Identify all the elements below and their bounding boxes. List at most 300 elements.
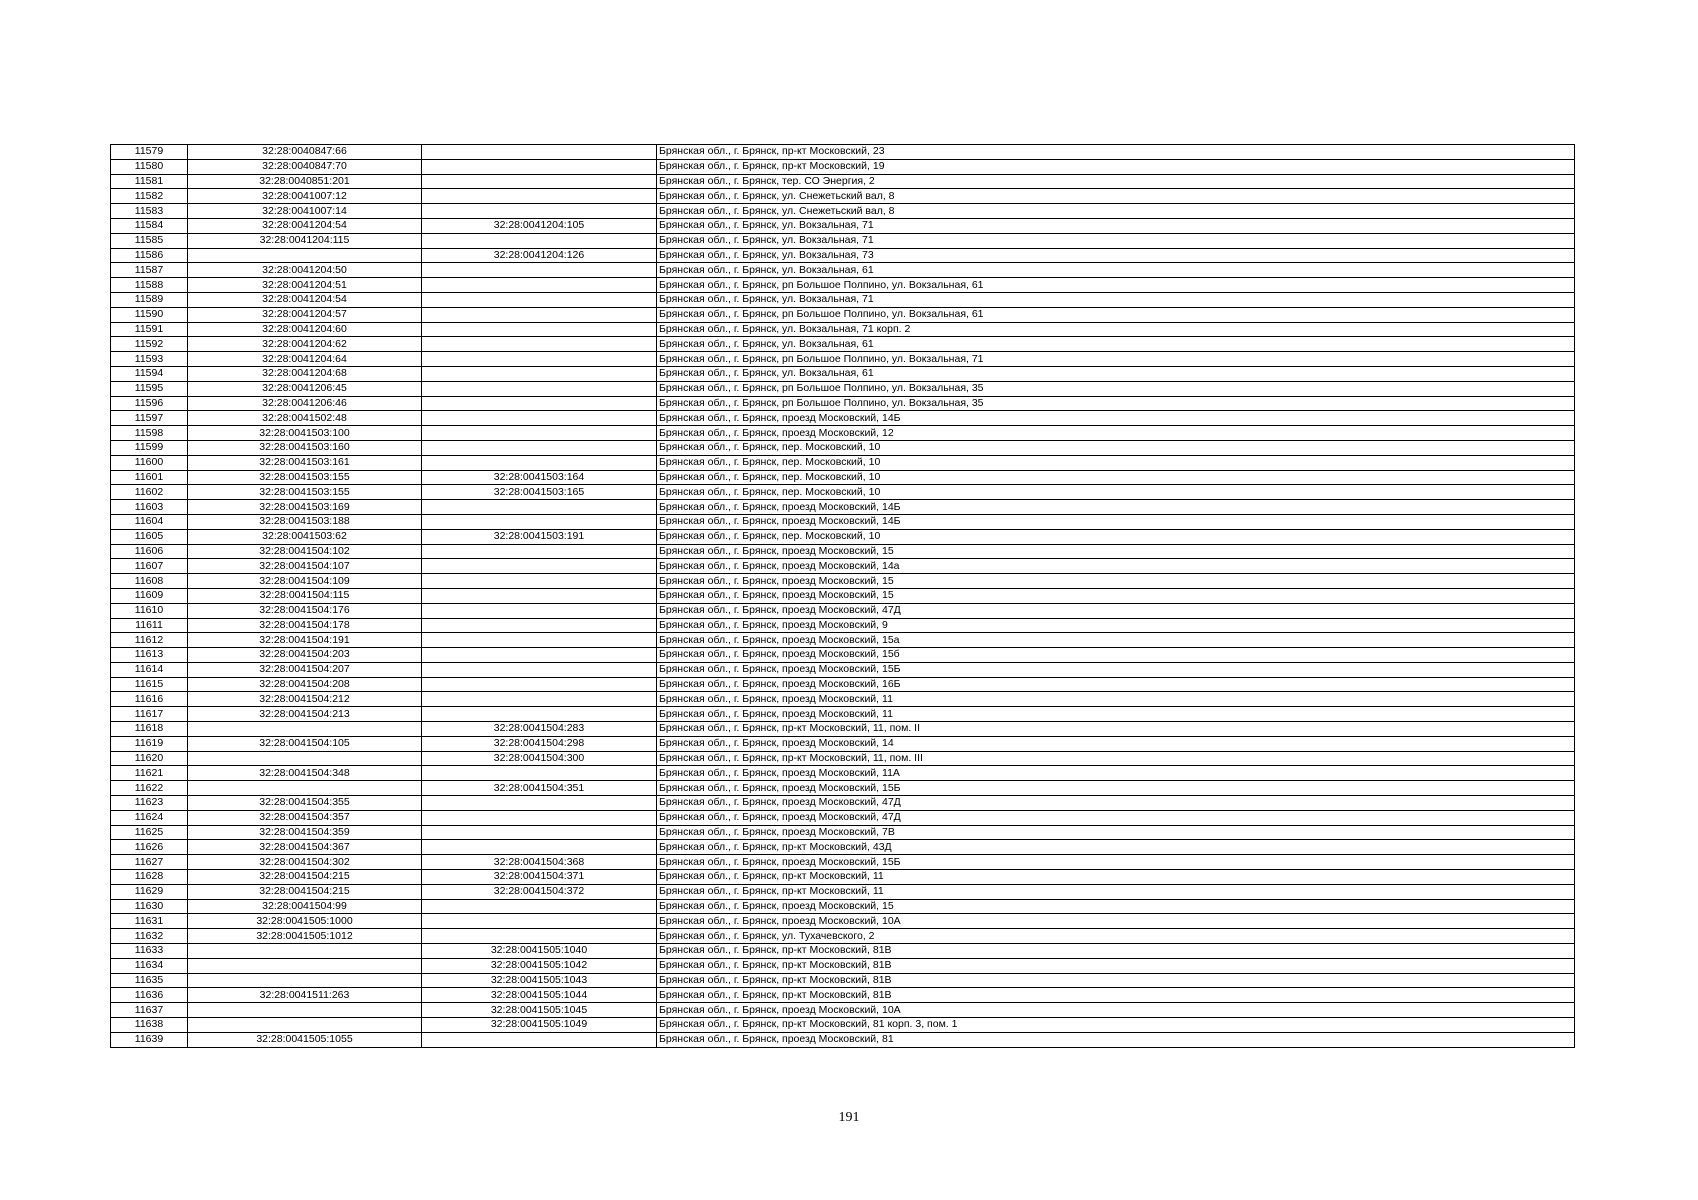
object-cadastral-number-cell [422,440,657,455]
object-cadastral-number-cell [422,263,657,278]
table-row [111,825,1575,840]
table-row [111,204,1575,219]
address-cell: Брянская обл., г. Брянск, пр-кт Московский, 23 [657,145,1575,160]
object-cadastral-number-cell [422,914,657,929]
row-number-cell: 11591 [111,322,188,337]
cadastral-number-cell: 32:28:0041504:212 [188,692,422,707]
address-cell: Брянская обл., г. Брянск, пер. Московский, 10 [657,529,1575,544]
object-cadastral-number-cell: 32:28:0041504:298 [422,736,657,751]
address-cell: Брянская обл., г. Брянск, рп Большое Полпино, ул. Вокзальная, 61 [657,307,1575,322]
table-row [111,366,1575,381]
cadastral-number-cell: 32:28:0041504:191 [188,633,422,648]
row-number-cell: 11637 [111,1003,188,1018]
row-number-cell: 11609 [111,588,188,603]
cadastral-number-cell: 32:28:0041503:155 [188,470,422,485]
cadastral-number-cell: 32:28:0041504:357 [188,810,422,825]
address-cell: Брянская обл., г. Брянск, проезд Московский, 9 [657,618,1575,633]
row-number-cell: 11633 [111,944,188,959]
cadastral-number-cell: 32:28:0040851:201 [188,174,422,189]
address-cell: Брянская обл., г. Брянск, ул. Вокзальная, 73 [657,248,1575,263]
address-cell: Брянская обл., г. Брянск, ул. Вокзальная, 71 [657,233,1575,248]
object-cadastral-number-cell [422,337,657,352]
address-cell: Брянская обл., г. Брянск, рп Большое Полпино, ул. Вокзальная, 35 [657,381,1575,396]
address-cell: Брянская обл., г. Брянск, пер. Московский, 10 [657,470,1575,485]
address-cell: Брянская обл., г. Брянск, рп Большое Полпино, ул. Вокзальная, 35 [657,396,1575,411]
address-cell: Брянская обл., г. Брянск, проезд Московский, 14 [657,736,1575,751]
object-cadastral-number-cell [422,426,657,441]
cadastral-number-cell: 32:28:0041504:203 [188,648,422,663]
row-number-cell: 11610 [111,603,188,618]
address-cell: Брянская обл., г. Брянск, рп Большое Полпино, ул. Вокзальная, 61 [657,278,1575,293]
table-row [111,766,1575,781]
object-cadastral-number-cell [422,796,657,811]
object-cadastral-number-cell [422,322,657,337]
object-cadastral-number-cell [422,1032,657,1047]
row-number-cell: 11619 [111,736,188,751]
cadastral-number-cell [188,1003,422,1018]
object-cadastral-number-cell [422,618,657,633]
row-number-cell: 11636 [111,988,188,1003]
address-cell: Брянская обл., г. Брянск, проезд Московский, 15 [657,544,1575,559]
table-row [111,574,1575,589]
address-cell: Брянская обл., г. Брянск, проезд Московский, 47Д [657,603,1575,618]
table-row [111,944,1575,959]
cadastral-number-cell: 32:28:0041504:178 [188,618,422,633]
cadastral-number-cell: 32:28:0041504:107 [188,559,422,574]
cadastral-number-cell [188,958,422,973]
object-cadastral-number-cell [422,145,657,160]
table-row [111,973,1575,988]
address-cell: Брянская обл., г. Брянск, пр-кт Московский, 11 [657,884,1575,899]
table-row [111,292,1575,307]
table-row [111,559,1575,574]
address-cell: Брянская обл., г. Брянск, пер. Московский, 10 [657,440,1575,455]
address-cell: Брянская обл., г. Брянск, тер. СО Энергия, 2 [657,174,1575,189]
address-cell: Брянская обл., г. Брянск, проезд Московский, 15 [657,574,1575,589]
address-cell: Брянская обл., г. Брянск, ул. Вокзальная, 61 [657,337,1575,352]
table-row [111,411,1575,426]
address-cell: Брянская обл., г. Брянск, пр-кт Московский, 43Д [657,840,1575,855]
object-cadastral-number-cell [422,411,657,426]
table-row [111,707,1575,722]
row-number-cell: 11623 [111,796,188,811]
address-cell: Брянская обл., г. Брянск, проезд Московский, 47Д [657,810,1575,825]
row-number-cell: 11605 [111,529,188,544]
object-cadastral-number-cell: 32:28:0041505:1042 [422,958,657,973]
object-cadastral-number-cell [422,707,657,722]
object-cadastral-number-cell [422,455,657,470]
row-number-cell: 11622 [111,781,188,796]
address-cell: Брянская обл., г. Брянск, пр-кт Московский, 11 [657,870,1575,885]
row-number-cell: 11614 [111,662,188,677]
row-number-cell: 11625 [111,825,188,840]
cadastral-number-cell: 32:28:0041204:51 [188,278,422,293]
object-cadastral-number-cell [422,544,657,559]
address-cell: Брянская обл., г. Брянск, проезд Московский, 11А [657,766,1575,781]
address-cell: Брянская обл., г. Брянск, ул. Вокзальная, 61 [657,263,1575,278]
object-cadastral-number-cell: 32:28:0041503:165 [422,485,657,500]
row-number-cell: 11615 [111,677,188,692]
address-cell: Брянская обл., г. Брянск, пр-кт Московский, 81В [657,973,1575,988]
address-cell: Брянская обл., г. Брянск, пер. Московский, 10 [657,485,1575,500]
object-cadastral-number-cell: 32:28:0041504:300 [422,751,657,766]
table-row [111,145,1575,160]
row-number-cell: 11593 [111,352,188,367]
cadastral-number-cell [188,1018,422,1033]
address-cell: Брянская обл., г. Брянск, проезд Московский, 14а [657,559,1575,574]
cadastral-number-cell [188,248,422,263]
row-number-cell: 11624 [111,810,188,825]
table-row [111,603,1575,618]
row-number-cell: 11621 [111,766,188,781]
object-cadastral-number-cell [422,929,657,944]
row-number-cell: 11634 [111,958,188,973]
object-cadastral-number-cell: 32:28:0041505:1045 [422,1003,657,1018]
table-row [111,470,1575,485]
table-row [111,692,1575,707]
table-row [111,810,1575,825]
object-cadastral-number-cell [422,588,657,603]
object-cadastral-number-cell [422,766,657,781]
address-cell: Брянская обл., г. Брянск, пр-кт Московский, 11, пом. III [657,751,1575,766]
row-number-cell: 11630 [111,899,188,914]
object-cadastral-number-cell [422,574,657,589]
row-number-cell: 11602 [111,485,188,500]
cadastral-number-cell: 32:28:0041504:355 [188,796,422,811]
cadastral-number-cell: 32:28:0041504:208 [188,677,422,692]
cadastral-number-cell: 32:28:0041504:176 [188,603,422,618]
table-row [111,722,1575,737]
cadastral-number-cell: 32:28:0041503:169 [188,500,422,515]
cadastral-number-cell: 32:28:0041504:348 [188,766,422,781]
row-number-cell: 11598 [111,426,188,441]
row-number-cell: 11587 [111,263,188,278]
cadastral-number-cell: 32:28:0041503:161 [188,455,422,470]
table-row [111,588,1575,603]
cadastral-number-cell: 32:28:0041204:60 [188,322,422,337]
cadastral-number-cell: 32:28:0041505:1012 [188,929,422,944]
object-cadastral-number-cell [422,189,657,204]
row-number-cell: 11613 [111,648,188,663]
row-number-cell: 11601 [111,470,188,485]
object-cadastral-number-cell: 32:28:0041204:105 [422,218,657,233]
object-cadastral-number-cell: 32:28:0041504:283 [422,722,657,737]
registry-table-body [111,145,1575,1048]
table-row [111,855,1575,870]
address-cell: Брянская обл., г. Брянск, рп Большое Полпино, ул. Вокзальная, 71 [657,352,1575,367]
object-cadastral-number-cell: 32:28:0041503:164 [422,470,657,485]
cadastral-number-cell: 32:28:0041504:367 [188,840,422,855]
cadastral-number-cell [188,781,422,796]
object-cadastral-number-cell [422,366,657,381]
object-cadastral-number-cell [422,381,657,396]
row-number-cell: 11608 [111,574,188,589]
row-number-cell: 11581 [111,174,188,189]
address-cell: Брянская обл., г. Брянск, проезд Московский, 10А [657,914,1575,929]
object-cadastral-number-cell [422,810,657,825]
object-cadastral-number-cell [422,603,657,618]
object-cadastral-number-cell [422,662,657,677]
row-number-cell: 11632 [111,929,188,944]
cadastral-number-cell: 32:28:0041204:64 [188,352,422,367]
row-number-cell: 11604 [111,514,188,529]
cadastral-number-cell: 32:28:0041504:215 [188,870,422,885]
object-cadastral-number-cell [422,352,657,367]
table-row [111,736,1575,751]
table-row [111,322,1575,337]
table-row [111,633,1575,648]
row-number-cell: 11616 [111,692,188,707]
table-row [111,914,1575,929]
table-row [111,352,1575,367]
address-cell: Брянская обл., г. Брянск, проезд Московский, 47Д [657,796,1575,811]
table-row [111,958,1575,973]
table-row [111,1018,1575,1033]
address-cell: Брянская обл., г. Брянск, проезд Московский, 16Б [657,677,1575,692]
row-number-cell: 11597 [111,411,188,426]
row-number-cell: 11620 [111,751,188,766]
cadastral-number-cell: 32:28:0041204:57 [188,307,422,322]
address-cell: Брянская обл., г. Брянск, проезд Московский, 14Б [657,500,1575,515]
cadastral-number-cell: 32:28:0040847:70 [188,159,422,174]
row-number-cell: 11635 [111,973,188,988]
table-row [111,514,1575,529]
row-number-cell: 11631 [111,914,188,929]
row-number-cell: 11618 [111,722,188,737]
table-row [111,278,1575,293]
row-number-cell: 11582 [111,189,188,204]
table-row [111,159,1575,174]
object-cadastral-number-cell [422,292,657,307]
cadastral-number-cell: 32:28:0041007:12 [188,189,422,204]
address-cell: Брянская обл., г. Брянск, ул. Снежетьский вал, 8 [657,189,1575,204]
cadastral-number-cell: 32:28:0041504:109 [188,574,422,589]
object-cadastral-number-cell [422,204,657,219]
row-number-cell: 11588 [111,278,188,293]
cadastral-number-cell: 32:28:0041206:46 [188,396,422,411]
table-row [111,840,1575,855]
row-number-cell: 11627 [111,855,188,870]
table-row [111,248,1575,263]
table-row [111,988,1575,1003]
table-row [111,929,1575,944]
row-number-cell: 11611 [111,618,188,633]
object-cadastral-number-cell [422,174,657,189]
cadastral-number-cell [188,944,422,959]
cadastral-number-cell: 32:28:0041504:213 [188,707,422,722]
address-cell: Брянская обл., г. Брянск, проезд Московский, 15 [657,588,1575,603]
table-row [111,218,1575,233]
cadastral-number-cell: 32:28:0041504:105 [188,736,422,751]
address-cell: Брянская обл., г. Брянск, ул. Тухачевского, 2 [657,929,1575,944]
registry-table [110,144,1575,1048]
object-cadastral-number-cell [422,159,657,174]
cadastral-number-cell: 32:28:0041503:155 [188,485,422,500]
row-number-cell: 11590 [111,307,188,322]
cadastral-number-cell: 32:28:0041511:263 [188,988,422,1003]
object-cadastral-number-cell: 32:28:0041505:1040 [422,944,657,959]
address-cell: Брянская обл., г. Брянск, проезд Московский, 14Б [657,514,1575,529]
address-cell: Брянская обл., г. Брянск, проезд Московский, 15Б [657,855,1575,870]
table-row [111,485,1575,500]
row-number-cell: 11612 [111,633,188,648]
table-row [111,884,1575,899]
table-row [111,455,1575,470]
object-cadastral-number-cell: 32:28:0041503:191 [422,529,657,544]
address-cell: Брянская обл., г. Брянск, проезд Московский, 15а [657,633,1575,648]
object-cadastral-number-cell [422,559,657,574]
address-cell: Брянская обл., г. Брянск, ул. Вокзальная, 71 [657,218,1575,233]
object-cadastral-number-cell [422,233,657,248]
row-number-cell: 11603 [111,500,188,515]
cadastral-number-cell: 32:28:0041204:50 [188,263,422,278]
row-number-cell: 11585 [111,233,188,248]
object-cadastral-number-cell: 32:28:0041504:371 [422,870,657,885]
cadastral-number-cell: 32:28:0041503:188 [188,514,422,529]
cadastral-number-cell [188,751,422,766]
cadastral-number-cell: 32:28:0041504:102 [188,544,422,559]
address-cell: Брянская обл., г. Брянск, проезд Московский, 7В [657,825,1575,840]
table-row [111,263,1575,278]
address-cell: Брянская обл., г. Брянск, проезд Московский, 10А [657,1003,1575,1018]
table-row [111,544,1575,559]
table-row [111,174,1575,189]
cadastral-number-cell: 32:28:0041204:54 [188,218,422,233]
address-cell: Брянская обл., г. Брянск, пр-кт Московский, 81В [657,958,1575,973]
object-cadastral-number-cell: 32:28:0041204:126 [422,248,657,263]
table-row [111,648,1575,663]
object-cadastral-number-cell: 32:28:0041504:372 [422,884,657,899]
address-cell: Брянская обл., г. Брянск, ул. Снежетьский вал, 8 [657,204,1575,219]
object-cadastral-number-cell: 32:28:0041505:1043 [422,973,657,988]
object-cadastral-number-cell [422,648,657,663]
row-number-cell: 11584 [111,218,188,233]
address-cell: Брянская обл., г. Брянск, пр-кт Московский, 81 корп. 3, пом. 1 [657,1018,1575,1033]
object-cadastral-number-cell: 32:28:0041505:1049 [422,1018,657,1033]
object-cadastral-number-cell: 32:28:0041505:1044 [422,988,657,1003]
table-row [111,1003,1575,1018]
cadastral-number-cell: 32:28:0041504:215 [188,884,422,899]
cadastral-number-cell [188,722,422,737]
cadastral-number-cell: 32:28:0041504:207 [188,662,422,677]
object-cadastral-number-cell: 32:28:0041504:351 [422,781,657,796]
cadastral-number-cell: 32:28:0041204:54 [188,292,422,307]
cadastral-number-cell: 32:28:0041204:62 [188,337,422,352]
row-number-cell: 11638 [111,1018,188,1033]
row-number-cell: 11628 [111,870,188,885]
address-cell: Брянская обл., г. Брянск, проезд Московский, 12 [657,426,1575,441]
row-number-cell: 11580 [111,159,188,174]
object-cadastral-number-cell [422,278,657,293]
table-row [111,307,1575,322]
object-cadastral-number-cell [422,514,657,529]
object-cadastral-number-cell: 32:28:0041504:368 [422,855,657,870]
object-cadastral-number-cell [422,633,657,648]
table-row [111,796,1575,811]
cadastral-number-cell: 32:28:0041502:48 [188,411,422,426]
object-cadastral-number-cell [422,692,657,707]
table-row [111,233,1575,248]
address-cell: Брянская обл., г. Брянск, проезд Московский, 15 [657,899,1575,914]
address-cell: Брянская обл., г. Брянск, проезд Московский, 15б [657,648,1575,663]
address-cell: Брянская обл., г. Брянск, пр-кт Московский, 81В [657,988,1575,1003]
cadastral-number-cell: 32:28:0041504:115 [188,588,422,603]
cadastral-number-cell [188,973,422,988]
row-number-cell: 11626 [111,840,188,855]
table-row [111,529,1575,544]
cadastral-number-cell: 32:28:0041503:100 [188,426,422,441]
cadastral-number-cell: 32:28:0041504:302 [188,855,422,870]
table-row [111,189,1575,204]
table-row [111,426,1575,441]
cadastral-number-cell: 32:28:0041503:160 [188,440,422,455]
table-row [111,781,1575,796]
table-row [111,899,1575,914]
address-cell: Брянская обл., г. Брянск, пр-кт Московский, 19 [657,159,1575,174]
row-number-cell: 11599 [111,440,188,455]
address-cell: Брянская обл., г. Брянск, проезд Московский, 15Б [657,662,1575,677]
address-cell: Брянская обл., г. Брянск, пр-кт Московский, 81В [657,944,1575,959]
address-cell: Брянская обл., г. Брянск, ул. Вокзальная, 71 корп. 2 [657,322,1575,337]
cadastral-number-cell: 32:28:0041206:45 [188,381,422,396]
object-cadastral-number-cell [422,825,657,840]
table-row [111,618,1575,633]
object-cadastral-number-cell [422,840,657,855]
row-number-cell: 11594 [111,366,188,381]
table-row [111,381,1575,396]
address-cell: Брянская обл., г. Брянск, проезд Московский, 11 [657,692,1575,707]
row-number-cell: 11583 [111,204,188,219]
row-number-cell: 11596 [111,396,188,411]
address-cell: Брянская обл., г. Брянск, проезд Московский, 15Б [657,781,1575,796]
row-number-cell: 11595 [111,381,188,396]
object-cadastral-number-cell [422,396,657,411]
address-cell: Брянская обл., г. Брянск, пер. Московский, 10 [657,455,1575,470]
table-row [111,396,1575,411]
cadastral-number-cell: 32:28:0041204:115 [188,233,422,248]
cadastral-number-cell: 32:28:0041503:62 [188,529,422,544]
table-row [111,662,1575,677]
table-row [111,1032,1575,1047]
address-cell: Брянская обл., г. Брянск, проезд Московский, 11 [657,707,1575,722]
row-number-cell: 11629 [111,884,188,899]
row-number-cell: 11579 [111,145,188,160]
table-row [111,500,1575,515]
row-number-cell: 11607 [111,559,188,574]
object-cadastral-number-cell [422,899,657,914]
cadastral-number-cell: 32:28:0041007:14 [188,204,422,219]
cadastral-number-cell: 32:28:0040847:66 [188,145,422,160]
cadastral-number-cell: 32:28:0041504:359 [188,825,422,840]
table-row [111,337,1575,352]
row-number-cell: 11617 [111,707,188,722]
cadastral-number-cell: 32:28:0041505:1000 [188,914,422,929]
address-cell: Брянская обл., г. Брянск, ул. Вокзальная, 61 [657,366,1575,381]
row-number-cell: 11586 [111,248,188,263]
address-cell: Брянская обл., г. Брянск, пр-кт Московский, 11, пом. II [657,722,1575,737]
address-cell: Брянская обл., г. Брянск, ул. Вокзальная, 71 [657,292,1575,307]
page-number: 191 [838,1110,860,1125]
table-row [111,870,1575,885]
table-row [111,677,1575,692]
table-row [111,440,1575,455]
row-number-cell: 11600 [111,455,188,470]
cadastral-number-cell: 32:28:0041204:68 [188,366,422,381]
cadastral-number-cell: 32:28:0041505:1055 [188,1032,422,1047]
table-row [111,751,1575,766]
row-number-cell: 11592 [111,337,188,352]
row-number-cell: 11606 [111,544,188,559]
